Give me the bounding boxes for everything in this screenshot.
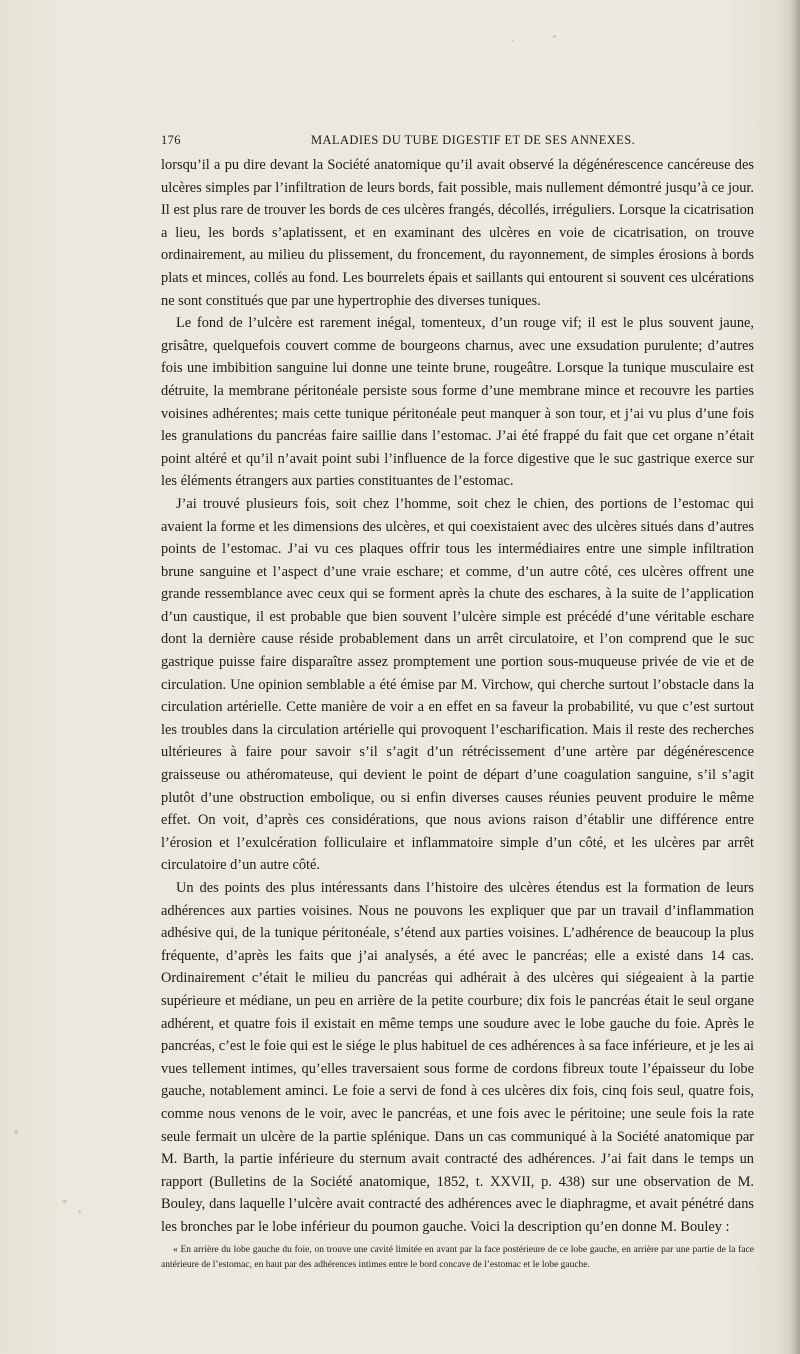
page-number: 176 xyxy=(161,133,181,147)
page-edge-shadow xyxy=(790,0,800,1354)
paragraph: lorsqu’il a pu dire devant la Société anatomique qu’il avait observé la dégénérescence cancéreuse des ulcères simples par l’infiltration de leurs bords, fait possible, mais nullement démontré jusqu’à ce jour. Il est plus rare de trouver les bords de ces ulcères frangés, décollés, irréguliers. Lorsque la cicatrisation a lieu, les bords s’aplatissent, et en examinant des ulcères en voie de cicatrisation, on trouve ordinairement, au milieu du plissement, du froncement, du rayonnement, de simples érosions à bords plats et minces, collés au fond. Les bourrelets épais et saillants qui entourent si souvent ces ulcérations ne sont constitués que par une hypertrophie des diverses tuniques. xyxy=(161,157,754,309)
paper-speck xyxy=(62,1200,67,1203)
paragraph: J’ai trouvé plusieurs fois, soit chez l’homme, soit chez le chien, des portions de l’estomac qui avaient la forme et les dimensions des ulcères, et qui coexistaient avec des ulcères situés dans d’autres points de l’estomac. J’ai vu ces plaques offrir tous les intermédiaires entre une simple infiltration brune sanguine et l’aspect d’une vraie eschare; et comme, d’un autre côté, ces ulcères offrent une grande ressemblance avec ceux qui se forment après la chute des eschares, à la suite de l’application d’un caustique, il est probable que bien souvent l’ulcère simple est précédé d’une véritable eschare dont la dernière cause réside probablement dans un arrêt circulatoire, et l’on comprend que le suc gastrique puisse faire disparaître assez promptement une portion sous-muqueuse privée de vie et de circulation. Une opinion semblable a été émise par M. Virchow, qui cherche surtout l’obstacle dans la circulation artérielle. Cette manière de voir a en effet en sa faveur la probabilité, vu que c’est surtout les troubles dans la circulation artérielle qui provoquent l’escharification. Mais il reste des recherches ultérieures à faire pour savoir s’il s’agit d’un rétrécissement d’une artère par dégénérescence graisseuse ou athéromateuse, qui devient le point de départ d’une coagulation sanguine, s’il s’agit plutôt d’une obstruction embolique, ou si enfin diverses causes réunies peuvent produire le même effet. On voit, d’après ces considérations, que nous avions raison d’établir une différence entre l’érosion et l’exulcération folliculaire et inflammatoire simple d’un côté, et les ulcères par arrêt circulatoire d’un autre côté. xyxy=(161,495,754,874)
paragraph: Un des points des plus intéressants dans l’histoire des ulcères étendus est la formation de leurs adhérences aux parties voisines. Nous ne pouvons les expliquer que par un travail d’inflammation adhésive qui, de la tunique péritonéale, s’étend aux parties voisines. L’adhérence de beaucoup la plus fréquente, d’après les faits que j’ai analysés, a été avec le pancréas; elle a existé dans 14 cas. Ordinairement c’était le milieu du pancréas qui adhérait à des ulcères qui siégeaient à la partie supérieure et médiane, un peu en arrière de la petite courbure; dix fois le pancréas était le seul organe adhérent, et quatre fois il existait en même temps une soudure avec le lobe gauche du foie. Après le pancréas, c’est le foie qui est le siége le plus habituel de ces adhérences à sa face inférieure, et je les ai vues tellement intimes, qu’elles traversaient sous forme de cordons fibreux toute l’épaisseur du lobe gauche, notablement aminci. Le foie a servi de fond à ces ulcères dix fois, cinq fois seul, quatre fois, comme nous venons de le voir, avec le pancréas, et une fois avec le péritoine; une seule fois la rate seule fermait un ulcère de la partie splénique. Dans un cas communiqué à la Société anatomique par M. Barth, la partie inférieure du sternum avait contracté des adhérences. J’ai fait dans le temps un rapport (Bulletins de la Société anatomique, 1852, t. XXVII, p. 438) sur une observation de M. Bouley, dans laquelle l’ulcère avait contracté des adhérences avec le diaphragme, et avait pénétré dans les bronches par le lobe inférieur du poumon gauche. Voici la description qu’en donne M. Bouley : xyxy=(161,880,754,1235)
paper-speck xyxy=(553,35,556,38)
paper-speck xyxy=(78,1210,81,1213)
paper-speck xyxy=(14,1130,18,1134)
running-head: MALADIES DU TUBE DIGESTIF ET DE SES ANNEXES. xyxy=(311,133,636,147)
paragraph: Le fond de l’ulcère est rarement inégal, tomenteux, d’un rouge vif; il est le plus souvent jaune, grisâtre, quelquefois couvert comme de bourgeons charnus, avec une exsudation purulente; d’autres fois une imbibition sanguine lui donne une teinte brune, rougeâtre. Lorsque la tunique musculaire est détruite, la membrane péritonéale persiste sous forme d’une membrane mince et recouvre les parties voisines adhérentes; mais cette tunique péritonéale peut manquer à son tour, et j’ai vu plus d’une fois les granulations du pancréas faire saillie dans l’estomac. J’ai été frappé du fait que cet organe n’était point altéré et qu’il n’avait point subi l’influence de la force digestive que le suc gastrique exerce sur les éléments étrangers aux parties constituantes de l’estomac. xyxy=(161,315,754,490)
footnote: « En arrière du lobe gauche du foie, on trouve une cavité limitée en avant par la face postérieure de ce lobe gauche, en arrière par une partie de la face antérieure de l’estomac, en haut par des adhérences intimes entre le bord concave de l’estomac et le lobe gauche. xyxy=(161,1244,754,1270)
paper-speck xyxy=(512,40,514,42)
body-text xyxy=(161,154,754,1273)
page-header xyxy=(161,133,754,149)
